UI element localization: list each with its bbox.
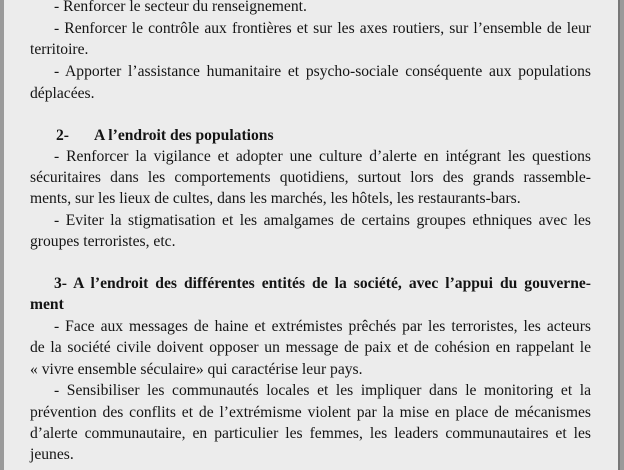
paragraph-line: groupes terroristes, etc.: [30, 233, 176, 250]
list-item-continuation: déplacées.: [30, 85, 95, 102]
list-item-continuation: territoire.: [30, 41, 89, 58]
section-title: A l’endroit des populations: [94, 127, 274, 144]
section-heading: 3- A l’endroit des différentes entités de la société, avec l’appui du gouverne-: [54, 275, 591, 292]
list-item: - Eviter la stigmatisation et les amalgames de certains groupes ethniques avec les: [54, 212, 591, 229]
paragraph-line: sécuritaires dans les comportements quotidiens, surtout lors des grands rassemble-: [30, 169, 591, 186]
paragraph-line: prévention des conflits et de l’extrémisme violent par la mise en place de mécanismes: [30, 404, 591, 421]
paragraph-line: d’alerte communautaire, en particulier les femmes, les leaders communautaires et les: [30, 425, 591, 442]
list-item: - Renforcer le secteur du renseignement.: [54, 0, 307, 15]
section-number: 2-: [56, 127, 69, 144]
page-edge: [618, 0, 620, 470]
list-item: - Sensibiliser les communautés locales et les impliquer dans le monitoring et la: [54, 382, 591, 399]
paragraph-line: ments, sur les lieux de cultes, dans les marchés, les hôtels, les restaurants-bars.: [30, 190, 521, 207]
section-heading-continuation: ment: [30, 296, 64, 313]
list-item: - Renforcer le contrôle aux frontières et sur les axes routiers, sur l’ensemble de leur: [54, 20, 591, 37]
paragraph-line: « vivre ensemble séculaire» qui caractérise leur pays.: [30, 361, 363, 378]
list-item: - Face aux messages de haine et extrémistes prêchés par les terroristes, les acteurs: [54, 318, 591, 335]
section-heading: [56, 126, 274, 146]
list-item: - Apporter l’assistance humanitaire et psycho-sociale conséquente aux populations: [54, 63, 591, 80]
paragraph-line: jeunes.: [30, 446, 74, 463]
document-page: [4, 0, 620, 470]
paragraph-line: de la société civile doivent opposer un message de paix et de cohésion en rappelant le: [30, 339, 591, 356]
list-item: - Renforcer la vigilance et adopter une culture d’alerte en intégrant les questions: [54, 148, 591, 165]
